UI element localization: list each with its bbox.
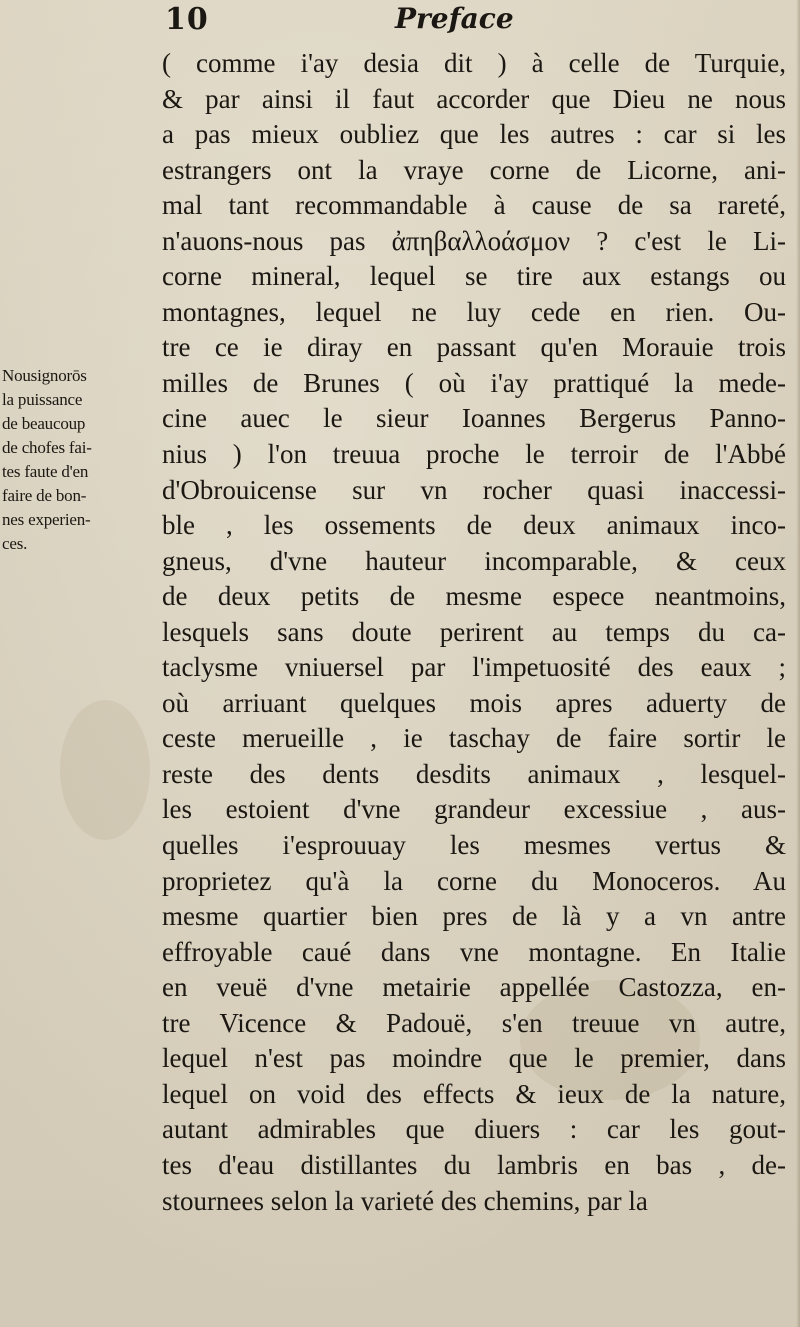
text-line: ( comme i'ay desia dit ) à celle de Turquie, — [162, 48, 786, 78]
margin-note-line: la puissance — [2, 390, 83, 409]
running-head: Preface — [395, 2, 514, 35]
margin-note-line: faire de bon- — [2, 486, 87, 505]
text-line: proprietez qu'à la corne du Monoceros. Au — [162, 865, 786, 896]
margin-note-line: Nousignorōs — [2, 366, 87, 385]
text-line: lequel n'est pas moindre que le premier, dans — [162, 1043, 786, 1074]
text-line: montagnes, lequel ne luy cede en rien. Ou- — [162, 296, 786, 327]
text-line: a pas mieux oubliez que les autres : car si les — [162, 119, 786, 150]
text-line: tre ce ie diray en passant qu'en Morauie trois — [162, 332, 786, 363]
text-line: d'Obrouicense sur vn rocher quasi inaccessi- — [162, 474, 786, 505]
text-line: tes d'eau distillantes du lambris en bas , de- — [162, 1149, 786, 1180]
text-line: lequel on void des effects & ieux de la nature, — [162, 1078, 786, 1109]
text-line: où arriuant quelques mois apres aduerty de — [162, 687, 786, 718]
margin-note-line: de chofes fai- — [2, 438, 92, 457]
text-line: tre Vicence & Padouë, s'en treuue vn autre, — [162, 1007, 786, 1038]
text-line: de deux petits de mesme espece neantmoins, — [162, 581, 786, 612]
text-line: taclysme vniuersel par l'impetuosité des eaux ; — [162, 652, 786, 683]
text-line: cine auec le sieur Ioannes Bergerus Panno- — [162, 403, 786, 434]
text-line: effroyable caué dans vne montagne. En Italie — [162, 936, 786, 967]
text-line: en veuë d'vne metairie appellée Castozza, en- — [162, 972, 786, 1003]
text-line: estrangers ont la vraye corne de Licorne, ani- — [162, 154, 786, 185]
text-line: ble , les ossements de deux animaux inco- — [162, 510, 786, 541]
margin-note-line: nes experien- — [2, 510, 91, 529]
text-line: reste des dents desdits animaux , lesquel- — [162, 758, 786, 789]
text-line: stournees selon la varieté des chemins, par la — [162, 1185, 648, 1216]
text-line: & par ainsi il faut accorder que Dieu ne nous — [162, 83, 786, 114]
margin-note-line: de beaucoup — [2, 414, 86, 433]
margin-note-line: ces. — [2, 534, 28, 553]
text-line: mal tant recommandable à cause de sa rareté, — [162, 190, 786, 221]
margin-note-line: tes faute d'en — [2, 462, 89, 481]
page-number: 10 — [165, 2, 209, 37]
text-line: nius ) l'on treuua proche le terroir de l'Abbé — [162, 439, 786, 470]
margin-note — [2, 364, 154, 556]
text-line: autant admirables que diuers : car les gout- — [162, 1114, 786, 1145]
paper-stain — [60, 700, 150, 840]
body-text — [162, 46, 796, 1219]
text-line: milles de Brunes ( où i'ay prattiqué la mede- — [162, 367, 786, 398]
text-line: corne mineral, lequel se tire aux estangs ou — [162, 261, 786, 292]
text-line: quelles i'esprouuay les mesmes vertus & — [162, 830, 786, 861]
text-line: lesquels sans doute perirent au temps du ca- — [162, 616, 786, 647]
page-header — [0, 0, 800, 40]
text-line: mesme quartier bien pres de là y a vn antre — [162, 901, 786, 932]
text-line: gneus, d'vne hauteur incomparable, & ceux — [162, 545, 786, 576]
text-line: ceste merueille , ie taschay de faire sortir le — [162, 723, 786, 754]
page-edge-shadow — [796, 0, 800, 1327]
text-line: les estoient d'vne grandeur excessiue , aus- — [162, 794, 786, 825]
text-line: n'auons-nous pas ἀπηβαλλοάσμον ? c'est le Li- — [162, 225, 786, 256]
